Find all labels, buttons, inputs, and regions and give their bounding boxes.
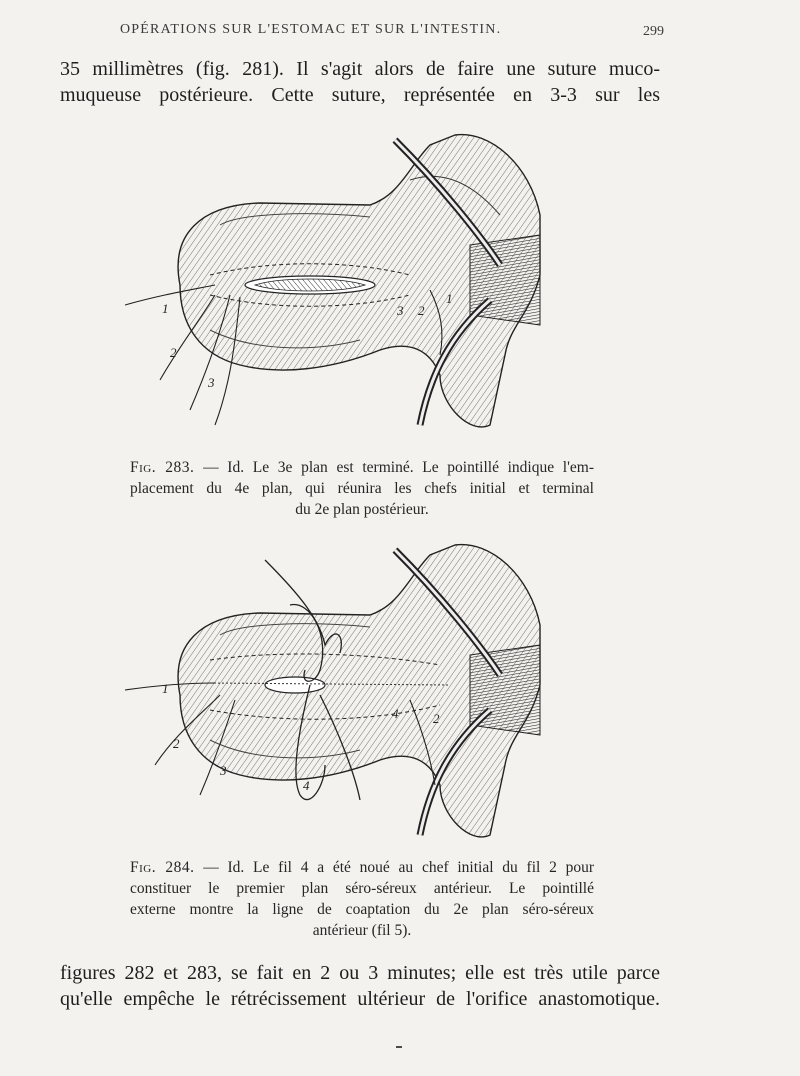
page-number: 299 bbox=[643, 24, 664, 39]
caption-text: — Id. Le 3e plan est terminé. Le pointillé indique l'em- bbox=[194, 459, 594, 476]
figure-label: Fig. 283. bbox=[130, 459, 195, 476]
stomach-intestine-engraving-283 bbox=[110, 125, 560, 445]
caption-line: antérieur (fil 5). bbox=[312, 922, 412, 939]
paragraph-line: 35 millimètres (fig. 281). Il s'agit alors de faire une suture muco- bbox=[60, 58, 660, 80]
thread-label: 1 bbox=[446, 291, 453, 306]
paragraph-line: qu'elle empêche le rétrécissement ultérieur de l'orifice anastomotique. bbox=[60, 988, 660, 1010]
running-head bbox=[60, 22, 664, 42]
figure-label: Fig. 284. bbox=[130, 859, 195, 876]
paragraph-line: figures 282 et 283, se fait en 2 ou 3 minutes; elle est très utile parce bbox=[60, 962, 660, 984]
thread-label: 4 bbox=[392, 706, 399, 721]
bottom-paragraph bbox=[60, 960, 660, 1012]
figure-283-illustration bbox=[110, 125, 560, 445]
paragraph-line: muqueuse postérieure. Cette suture, représentée en 3-3 sur les bbox=[60, 84, 660, 106]
caption-line bbox=[130, 457, 594, 478]
stomach-intestine-engraving-284 bbox=[110, 535, 560, 855]
thread-label: 3 bbox=[208, 375, 215, 390]
thread-label: 2 bbox=[418, 303, 425, 318]
figure-284-caption bbox=[130, 857, 594, 941]
top-paragraph bbox=[60, 56, 660, 108]
thread-label: 4 bbox=[303, 778, 310, 793]
thread-label: 3 bbox=[220, 763, 227, 778]
caption-text: — Id. Le fil 4 a été noué au chef initial du fil 2 pour bbox=[194, 859, 594, 876]
thread-label: 2 bbox=[170, 345, 177, 360]
thread-label: 2 bbox=[173, 736, 180, 751]
thread-label: 1 bbox=[162, 681, 169, 696]
caption-line: externe montre la ligne de coaptation du 2e plan séro-séreux bbox=[130, 901, 594, 918]
figure-284-illustration bbox=[110, 535, 560, 855]
thread-label: 3 bbox=[397, 303, 404, 318]
thread-label: 2 bbox=[433, 711, 440, 726]
caption-line bbox=[130, 857, 594, 878]
caption-line: du 2e plan postérieur. bbox=[295, 501, 429, 518]
page-mark bbox=[396, 1046, 402, 1048]
figure-283-caption bbox=[130, 457, 594, 520]
running-title: OPÉRATIONS SUR L'ESTOMAC ET SUR L'INTESTIN. bbox=[120, 22, 502, 37]
thread-label: 1 bbox=[162, 301, 169, 316]
caption-line: constituer le premier plan séro-séreux antérieur. Le pointillé bbox=[130, 880, 594, 897]
caption-line: placement du 4e plan, qui réunira les chefs initial et terminal bbox=[130, 480, 594, 497]
